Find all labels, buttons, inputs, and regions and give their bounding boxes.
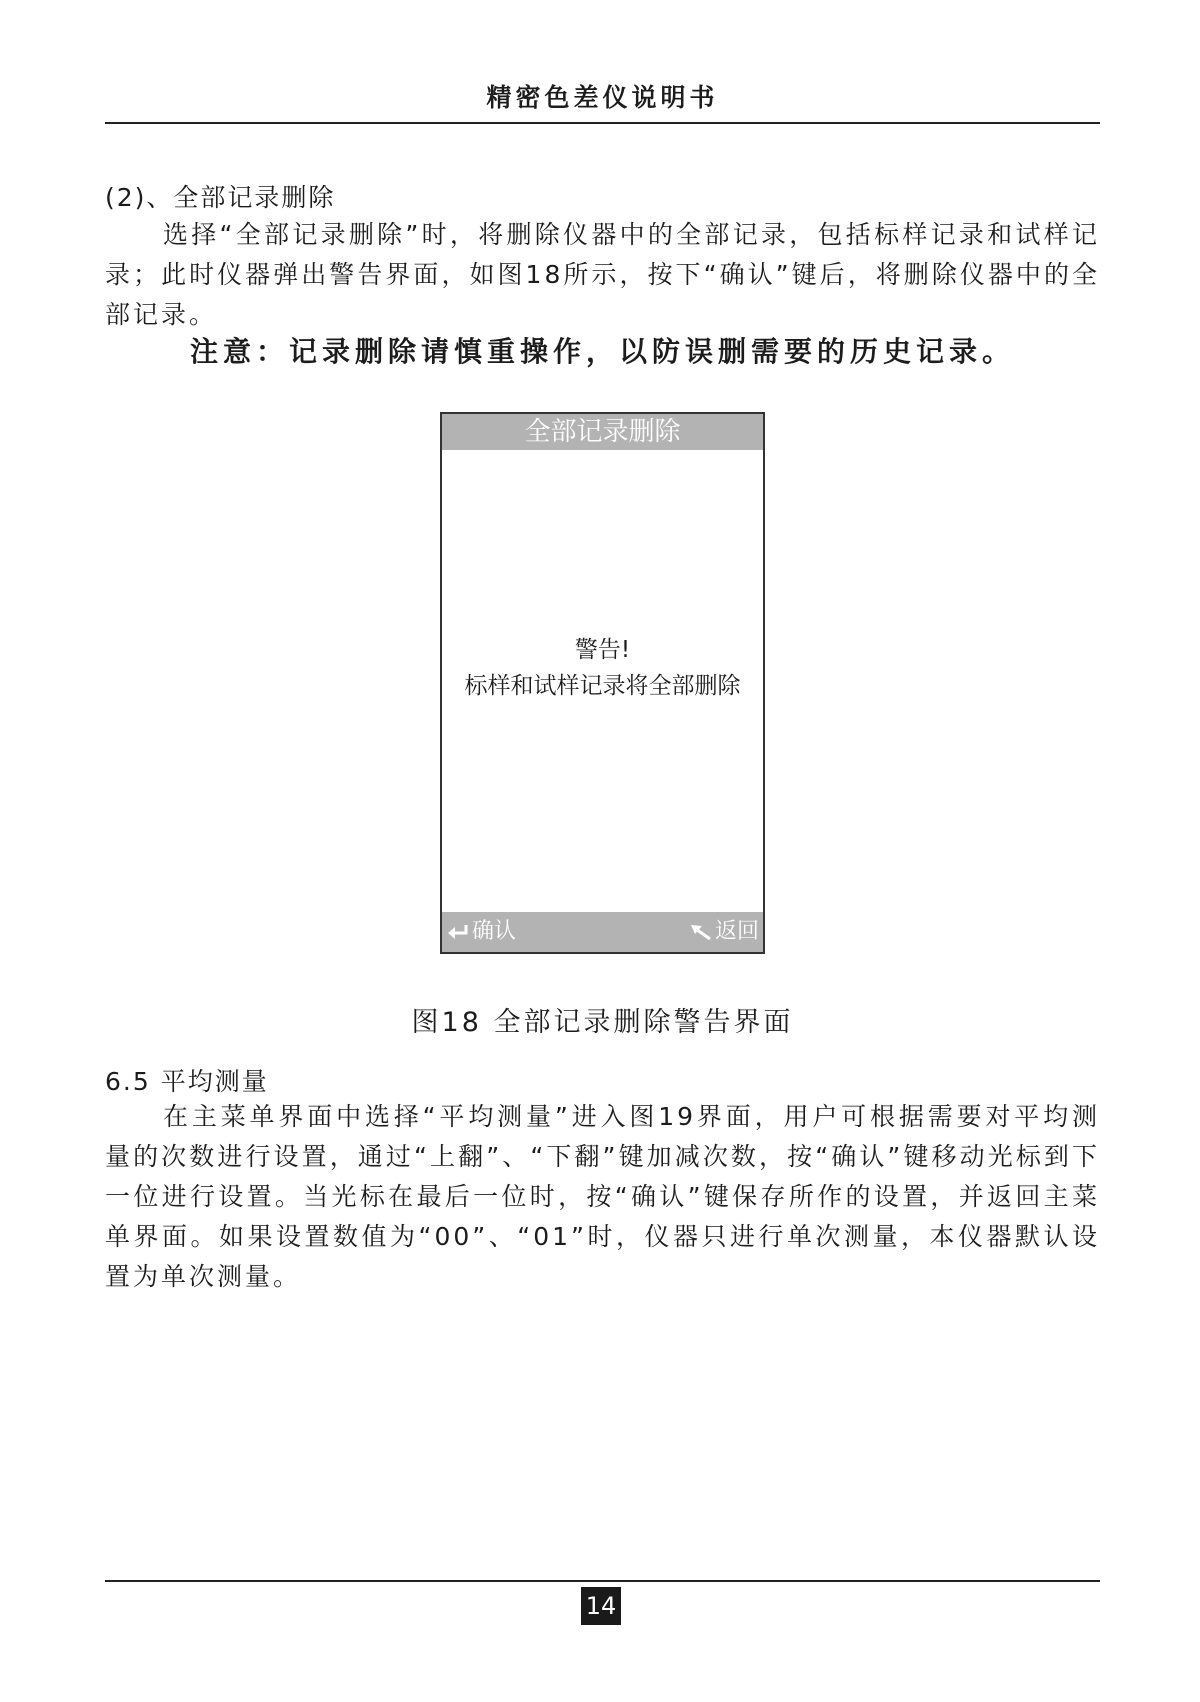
enter-arrow-icon [446, 922, 470, 942]
confirm-label: 确认 [472, 919, 517, 944]
footer-divider [105, 1580, 1100, 1582]
warning-dialog [442, 632, 763, 704]
warning-title: 警告! [574, 637, 631, 663]
return-arrow-icon [689, 922, 713, 942]
page-header [105, 72, 1100, 124]
warning-message: 标样和试样记录将全部删除 [464, 673, 741, 699]
section-heading-delete-all: (2)、全部记录删除 [105, 183, 336, 212]
delete-all-paragraph: 选择“全部记录删除”时，将删除仪器中的全部记录，包括标样记录和试样记录；此时仪器弹出警告界面，如图18所示，按下“确认”键后，将删除仪器中的全部记录。 [105, 220, 1100, 329]
page-number: 14 [581, 1587, 621, 1625]
softkey-bar [442, 912, 763, 952]
back-label: 返回 [714, 919, 759, 944]
document-title: 精密色差仪说明书 [486, 83, 719, 112]
device-screen-figure [440, 412, 765, 954]
confirm-softkey[interactable] [446, 912, 516, 952]
caution-notice: 注意：记录删除请慎重操作，以防误删需要的历史记录。 [189, 335, 1015, 368]
back-softkey[interactable] [689, 912, 759, 952]
average-measurement-paragraph: 在主菜单界面中选择“平均测量”进入图19界面，用户可根据需要对平均测量的次数进行设置，通过“上翻”、“下翻”键加减次数，按“确认”键移动光标到下一位进行设置。当光标在最后一位时，按“确认”键保存所作的设置，并返回主菜单界面。如果设置数值为“00”、“01”时，仪器只进行单次测量，本仪器默认设置为单次测量。 [105, 1102, 1100, 1291]
figure-caption: 图18 全部记录删除警告界面 [411, 1007, 794, 1038]
screen-title: 全部记录删除 [442, 414, 763, 450]
section-heading-average: 6.5 平均测量 [105, 1067, 269, 1096]
